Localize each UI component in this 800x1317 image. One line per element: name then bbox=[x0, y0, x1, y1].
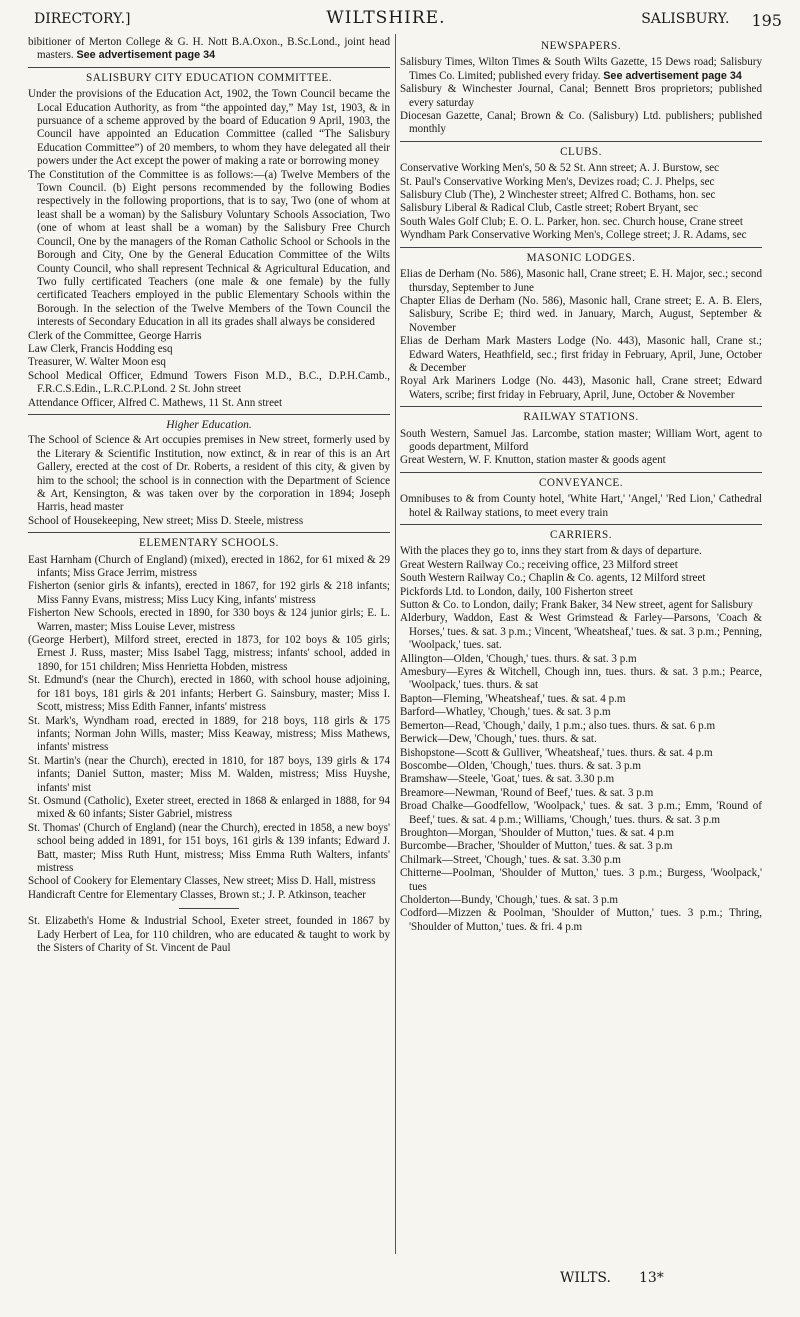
section-divider bbox=[28, 532, 390, 533]
advertisement-reference: See advertisement page 34 bbox=[603, 69, 742, 82]
directory-entry: St. Mark's, Wyndham road, erected in 1889, for 218 boys, 118 girls & 175 infants; Norman John Wills, master; Miss Keaway, mistress; Miss Mathews, infants' mistress bbox=[28, 714, 390, 754]
directory-entry: Treasurer, W. Walter Moon esq bbox=[28, 356, 166, 369]
directory-entry: Allington—Olden, 'Chough,' tues. thurs. & sat. 3 p.m bbox=[400, 652, 637, 665]
directory-entry: Breamore—Newman, 'Round of Beef,' tues. & sat. 3 p.m bbox=[400, 786, 654, 799]
header-county: WILTSHIRE. bbox=[326, 8, 446, 28]
directory-entry: Fisherton New Schools, erected in 1890, for 330 boys & 124 junior girls; E. L. Warren, master; Miss Louise Lever, mistress bbox=[28, 607, 390, 633]
directory-entry: Broughton—Morgan, 'Shoulder of Mutton,' tues. & sat. 4 p.m bbox=[400, 826, 675, 839]
directory-entry: School of Housekeeping, New street; Miss D. Steele, mistress bbox=[28, 514, 304, 527]
section-heading-elementary-schools: ELEMENTARY SCHOOLS. bbox=[139, 537, 279, 550]
section-heading-carriers: CARRIERS. bbox=[549, 529, 612, 541]
footer-sheet-mark: 13* bbox=[638, 1270, 664, 1286]
directory-entry: St. Paul's Conservative Working Men's, Devizes road; C. J. Phelps, sec bbox=[400, 175, 715, 188]
directory-entry: Law Clerk, Francis Hodding esq bbox=[28, 342, 173, 355]
directory-entry: Wyndham Park Conservative Working Men's, College street; J. R. Adams, sec bbox=[400, 229, 747, 242]
directory-entry: Great Western Railway Co.; receiving office, 23 Milford street bbox=[400, 558, 678, 571]
directory-entry: Conservative Working Men's, 50 & 52 St. Ann street; A. J. Burstow, sec bbox=[400, 162, 720, 175]
directory-entry: Salisbury Club (The), 2 Winchester street; Alfred C. Bothams, hon. sec bbox=[400, 189, 716, 202]
directory-entry: School Medical Officer, Edmund Towers Fison M.D., B.C., D.P.H.Camb., F.R.C.S.Edin., L.R.C.P.Lond. 2 St. John street bbox=[28, 369, 390, 396]
higher-education-list bbox=[28, 434, 390, 528]
section-heading-conveyance: CONVEYANCE. bbox=[538, 476, 624, 489]
header-directory: DIRECTORY.] bbox=[34, 11, 131, 27]
intro-text: bibitioner of Merton College & G. H. Nott B.A.Oxon., B.Sc.Lond., joint head masters. bbox=[28, 36, 390, 62]
conveyance-list bbox=[400, 493, 762, 520]
directory-entry: The Constitution of the Committee is as follows:—(a) Twelve Members of the Town Council. (b) Eight persons recommended by the following Bodies respectively in the following proportions, that is to say, Two (one of whom at least shall be a woman) by the Salisbury Voluntary Schools Association, Two (one of whom at least shall be a woman) by the Salisbury Free Church Council, One by the managers of the Roman Catholic School or Schools in the Borough and City, One by the General Education Committee of the Wilts County Council, who shall represent Technical & Agricultural Education, and Two fully certificated Teachers (one male & one female) by the fully certificated Teachers employed in the public Elementary Schools within the Borough. In the selection of the Twelve Members of the Town Council the interests of Secondary Education in all its grades shall always be considered bbox=[28, 168, 390, 329]
education-committee-list bbox=[28, 88, 390, 410]
directory-entry: Burcombe—Bracher, 'Shoulder of Mutton,' tues. & sat. 3 p.m bbox=[400, 840, 673, 853]
directory-entry: St. Osmund (Catholic), Exeter street, erected in 1868 & enlarged in 1888, for 94 mixed & 60 infants; Sister Gabriel, mistress bbox=[28, 794, 390, 821]
footer-county: WILTS. bbox=[560, 1270, 611, 1286]
section-divider bbox=[400, 406, 762, 407]
directory-entry: Codford—Mizzen & Poolman, 'Shoulder of Mutton,' tues. 3 p.m.; Thring, 'Shoulder of Mutton,' tues. & fri. 4 p.m bbox=[400, 907, 762, 933]
directory-entry: St. Elizabeth's Home & Industrial School, Exeter street, founded in 1867 by Lady Herbert of Lea, for 110 children, who are educated & taught to work by the Sisters of Charity of St. Vincent de Paul bbox=[28, 915, 390, 954]
section-divider bbox=[400, 247, 762, 248]
directory-entry: St. Thomas' (Church of England) (near the Church), erected in 1858, a new boys' school being added in 1891, for 151 boys, 161 girls & 139 infants; Edward J. Batt, master; Miss Ruth Hunt, mistress; Miss Emma Ruth Walters, infants' mistress bbox=[28, 821, 390, 874]
carriers-list bbox=[400, 559, 762, 934]
directory-entry: Fisherton (senior girls & infants), erected in 1867, for 192 girls & 218 infants; Miss Fanny Evans, mistress; Miss Lucy King, infants' mistress bbox=[28, 580, 390, 606]
directory-entry: Bramshaw—Steele, 'Goat,' tues. & sat. 3.30 p.m bbox=[400, 773, 615, 786]
directory-entry: School of Cookery for Elementary Classes, New street; Miss D. Hall, mistress bbox=[28, 875, 376, 888]
masonic-lodges-list bbox=[400, 268, 762, 402]
directory-entry bbox=[400, 56, 762, 83]
directory-entry: Bapton—Fleming, 'Wheatsheaf,' tues. & sat. 4 p.m bbox=[400, 692, 626, 705]
newspaper-entry-text: Salisbury Times, Wilton Times & South Wilts Gazette, 15 Dews road; Salisbury Times Co. Limited; published every friday. bbox=[400, 56, 762, 82]
directory-entry: The School of Science & Art occupies premises in New street, formerly used by the Literary & Scientific Institution, now extinct, & in rear of this is an Art Gallery, erected at the cost of Dr. Roberts, a resident of this city, & given by him to the school; the school is in connection with the Department of Science & Art, Kensington, & was taken over by the corporation in 1894; Joseph Harris, head master bbox=[28, 434, 390, 514]
page-number: 195 bbox=[751, 11, 782, 30]
directory-entry: St. Martin's (near the Church), erected in 1810, for 187 boys, 139 girls & 174 infants; Daniel Sutton, master; Miss M. Walden, mistress; Miss Huyshe, infants' mist bbox=[28, 754, 390, 794]
directory-entry: Attendance Officer, Alfred C. Mathews, 11 St. Ann street bbox=[28, 396, 283, 409]
header-town: SALISBURY. bbox=[641, 11, 730, 27]
directory-entry: (George Herbert), Milford street, erected in 1873, for 102 boys & 105 girls; Ernest J. Russ, master; Miss Isabel Tagg, mistress; infants' school, added in 1890, for 151 children; Miss Henrietta Hobden, mistress bbox=[28, 634, 390, 673]
directory-entry: Great Western, W. F. Knutton, station master & goods agent bbox=[400, 454, 666, 467]
elementary-schools-list bbox=[28, 554, 390, 903]
short-divider bbox=[179, 908, 239, 909]
directory-entry: Chilmark—Street, 'Chough,' tues. & sat. 3.30 p.m bbox=[400, 853, 621, 866]
directory-entry: Salisbury & Winchester Journal, Canal; Bennett Bros proprietors; published every saturday bbox=[400, 83, 762, 109]
section-heading-railway-stations: RAILWAY STATIONS. bbox=[523, 411, 639, 424]
directory-entry: Cholderton—Bundy, 'Chough,' tues. & sat. 3 p.m bbox=[400, 893, 619, 906]
directory-entry: Chitterne—Poolman, 'Shoulder of Mutton,' tues. 3 p.m.; Burgess, 'Woolpack,' tues bbox=[400, 867, 762, 893]
railway-stations-list bbox=[400, 428, 762, 468]
directory-entry: Chapter Elias de Derham (No. 586), Masonic hall, Crane street; E. A. B. Elers, Salisbury, Scribe E; third wed. in January, March, August, September & November bbox=[400, 294, 762, 334]
directory-entry: Sutton & Co. to London, daily; Frank Baker, 34 New street, agent for Salisbury bbox=[400, 599, 753, 612]
intro-entry bbox=[28, 36, 390, 63]
carriers-intro: With the places they go to, inns they start from & days of departure. bbox=[400, 545, 702, 558]
directory-entry: Bishopstone—Scott & Gulliver, 'Wheatsheaf,' tues. thurs. & sat. 4 p.m bbox=[400, 746, 713, 759]
directory-entry: Royal Ark Mariners Lodge (No. 443), Masonic hall, Crane street; Edward Waters, scribe; first friday in February, April, June, October & November bbox=[400, 375, 762, 401]
section-divider bbox=[400, 524, 762, 525]
directory-entry: South Western, Samuel Jas. Larcombe, station master; William Wort, agent to goods department, Milford bbox=[400, 427, 762, 453]
section-heading-newspapers: NEWSPAPERS. bbox=[540, 40, 621, 52]
directory-entry: Amesbury—Eyres & Witchell, Chough inn, tues. thurs. & sat. 3 p.m.; Pearce, 'Woolpack,' tues. thurs. & sat bbox=[400, 666, 762, 692]
section-divider bbox=[28, 67, 390, 68]
section-divider bbox=[400, 472, 762, 473]
directory-entry: Alderbury, Waddon, East & West Grimstead & Farley—Parsons, 'Coach & Horses,' tues. & sat. 3 p.m.; Vincent, 'Wheatsheaf,' tues. & sat. 3 p.m.; Penning, 'Woolpack,' tues. sat. bbox=[400, 612, 762, 652]
section-heading-education-committee: SALISBURY CITY EDUCATION COMMITTEE. bbox=[85, 71, 332, 84]
section-divider bbox=[400, 141, 762, 142]
directory-entry: East Harnham (Church of England) (mixed), erected in 1862, for 61 mixed & 29 infants; Miss Grace Jerrim, mistress bbox=[28, 553, 390, 580]
directory-entry: Clerk of the Committee, George Harris bbox=[28, 329, 202, 342]
page-footer bbox=[560, 1270, 664, 1286]
directory-entry: Handicraft Centre for Elementary Classes, Brown st.; J. P. Atkinson, teacher bbox=[28, 888, 366, 901]
directory-entry: Elias de Derham (No. 586), Masonic hall, Crane street; E. H. Major, sec.; second thursday, September to June bbox=[400, 268, 762, 294]
directory-entry: Elias de Derham Mark Masters Lodge (No. 443), Masonic hall, Crane st.; Edward Waters, Heathfield, sec.; first friday in February, April, June, October & December bbox=[400, 335, 762, 374]
directory-entry: Barford—Whatley, 'Chough,' tues. & sat. 3 p.m bbox=[400, 706, 611, 719]
directory-entry: Broad Chalke—Goodfellow, 'Woolpack,' tues. & sat. 3 p.m.; Emm, 'Round of Beef,' tues. & sat. 4 p.m.; Williams, 'Chough,' tues. thurs. & sat. 3 p.m bbox=[400, 800, 762, 826]
directory-entry: Berwick—Dew, 'Chough,' tues. thurs. & sat. bbox=[400, 733, 597, 746]
directory-entry: Salisbury Liberal & Radical Club, Castle street; Robert Bryant, sec bbox=[400, 202, 698, 215]
directory-entry: St. Edmund's (near the Church), erected in 1860, with school house adjoining, for 181 boys, 181 girls & 201 infants; Herbert G. Sainsbury, master; Miss I. Scott, mistress; Miss Edith Fanner, infants' mistress bbox=[28, 674, 390, 714]
advertisement-reference: See advertisement page 34 bbox=[76, 49, 216, 62]
directory-entry: Bemerton—Read, 'Chough,' daily, 1 p.m.; also tues. thurs. & sat. 6 p.m bbox=[400, 719, 716, 732]
left-column bbox=[28, 36, 390, 955]
directory-entry: Omnibuses to & from County hotel, 'White Hart,' 'Angel,' 'Red Lion,' Cathedral hotel & Railway stations, to meet every train bbox=[400, 493, 762, 519]
directory-entry: Diocesan Gazette, Canal; Brown & Co. (Salisbury) Ltd. publishers; published monthly bbox=[400, 110, 762, 136]
page-header bbox=[34, 8, 782, 32]
directory-entry: South Wales Golf Club; E. O. L. Parker, hon. sec. Church house, Crane street bbox=[400, 215, 743, 228]
directory-entry: Under the provisions of the Education Act, 1902, the Town Council became the Local Education Authority, as from “the appointed day,” May 1st, 1903, & in pursuance of a scheme approved by the board of Education 9 April, 1903, the Council have appointed an Education Committee (called “The Salisbury Education Committee”) of 20 members, to whom they have delegated all their powers under the Act except the power of making a rate or borrowing money bbox=[28, 88, 390, 168]
section-heading-clubs: CLUBS. bbox=[560, 145, 602, 158]
directory-entry: Boscombe—Olden, 'Chough,' tues. thurs. & sat. 3 p.m bbox=[400, 759, 641, 772]
column-divider bbox=[395, 34, 396, 1254]
clubs-list bbox=[400, 162, 762, 242]
directory-entry: South Western Railway Co.; Chaplin & Co. agents, 12 Milford street bbox=[400, 572, 706, 585]
right-column bbox=[400, 36, 762, 934]
section-heading-higher-education: Higher Education. bbox=[166, 418, 252, 431]
section-heading-masonic-lodges: MASONIC LODGES. bbox=[526, 251, 636, 264]
section-divider bbox=[28, 414, 390, 415]
directory-entry: Pickfords Ltd. to London, daily, 100 Fisherton street bbox=[400, 585, 633, 598]
newspapers-list bbox=[400, 83, 762, 137]
